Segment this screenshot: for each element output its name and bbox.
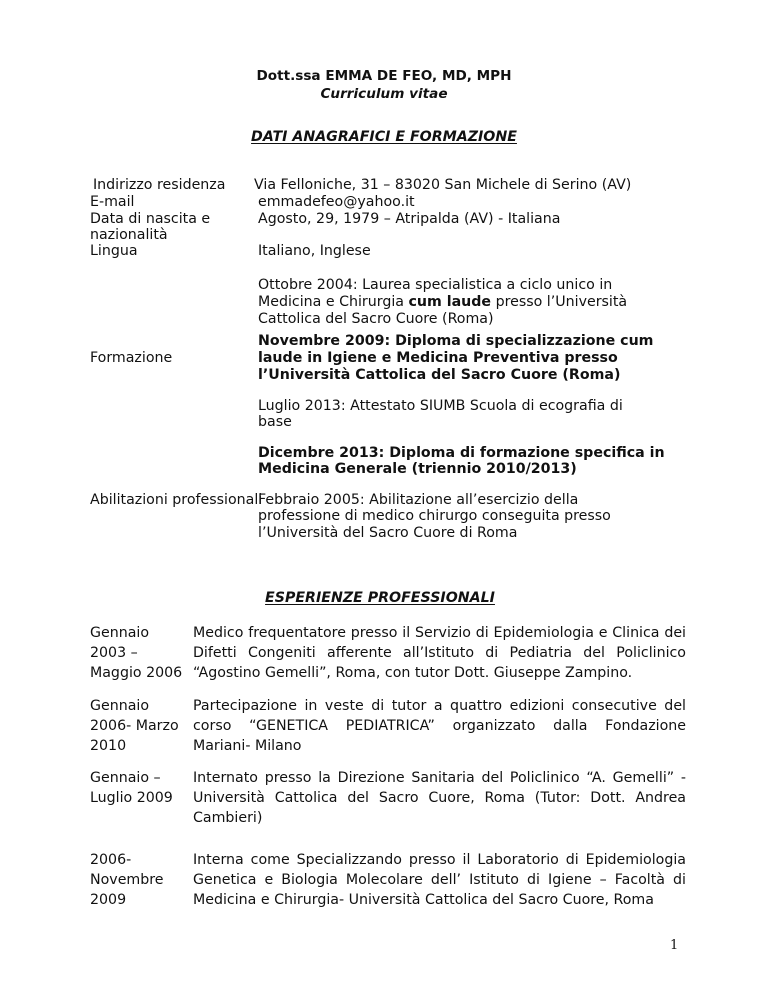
exp-date: Gennaio 2006- Marzo 2010 <box>90 698 179 754</box>
mg-line-1: Dicembre 2013: Diploma di formazione specifica in <box>258 445 665 461</box>
exp-date: Gennaio – Luglio 2009 <box>90 770 173 806</box>
siumb-line-1: Luglio 2013: Attestato SIUMB Scuola di ecografia di <box>258 398 623 414</box>
laurea-line-2: Medicina e Chirurgia cum laude presso l’Università <box>258 294 628 310</box>
nationality-label: nazionalità <box>90 227 168 243</box>
specializzazione-line-3: l’Università Cattolica del Sacro Cuore (Roma) <box>258 367 621 383</box>
page-number: 1 <box>670 938 679 953</box>
section-title-experience: ESPERIENZE PROFESSIONALI <box>265 590 495 606</box>
language-label: Lingua <box>90 243 138 259</box>
abilitazioni-line-1: Febbraio 2005: Abilitazione all’esercizio della <box>258 492 579 508</box>
laurea-line-3: Cattolica del Sacro Cuore (Roma) <box>258 311 494 327</box>
siumb-line-2: base <box>258 414 292 430</box>
birth-label: Data di nascita e <box>90 211 211 227</box>
section-title-personal: DATI ANAGRAFICI E FORMAZIONE <box>251 129 517 145</box>
email-label: E-mail <box>90 194 135 210</box>
laurea-line-1: Ottobre 2004: Laurea specialistica a ciclo unico in <box>258 277 613 293</box>
exp-date: 2006- Novembre 2009 <box>90 852 164 908</box>
address-label: Indirizzo residenza <box>93 177 226 193</box>
education-label: Formazione <box>90 350 173 366</box>
birth-value: Agosto, 29, 1979 – Atripalda (AV) - Italiana <box>258 211 561 227</box>
abilitazioni-line-3: l’Università del Sacro Cuore di Roma <box>258 525 518 541</box>
email-value: emmadefeo@yahoo.it <box>258 194 415 210</box>
specializzazione-line-1: Novembre 2009: Diploma di specializzazione cum <box>258 333 654 349</box>
abilitazioni-label: Abilitazioni professionali <box>90 492 263 508</box>
exp-date: Gennaio 2003 – Maggio 2006 <box>90 625 183 681</box>
specializzazione-line-2: laude in Igiene e Medicina Preventiva presso <box>258 350 618 366</box>
cv-subtitle: Curriculum vitae <box>320 86 448 102</box>
exp-text: Internato presso la Direzione Sanitaria del Policlinico “A. Gemelli” - Università Cattolica del Sacro Cuore, Roma (Tutor: Dott. Andrea Cambieri) <box>193 770 686 826</box>
address-value: Via Felloniche, 31 – 83020 San Michele di Serino (AV) <box>254 177 632 193</box>
cum-laude: cum laude <box>408 294 492 310</box>
exp-text: Partecipazione in veste di tutor a quattro edizioni consecutive del corso “GENETICA PEDIATRICA” organizzato dalla Fondazione Mariani- Milano <box>193 698 686 754</box>
abilitazioni-line-2: professione di medico chirurgo conseguita presso <box>258 508 611 524</box>
cv-name: Dott.ssa EMMA DE FEO, MD, MPH <box>256 68 512 84</box>
language-value: Italiano, Inglese <box>258 243 371 259</box>
exp-text: Medico frequentatore presso il Servizio di Epidemiologia e Clinica dei Difetti Congeniti afferente all’Istituto di Pediatria del Policlinico “Agostino Gemelli”, Roma, con tutor Dott. Giuseppe Zampino. <box>193 625 686 681</box>
mg-line-2: Medicina Generale (triennio 2010/2013) <box>258 461 577 477</box>
exp-text: Interna come Specializzando presso il Laboratorio di Epidemiologia Genetica e Biologia Molecolare dell’ Istituto di Igiene – Facoltà di Medicina e Chirurgia- Università Cattolica del Sacro Cuore, Roma <box>193 852 686 908</box>
